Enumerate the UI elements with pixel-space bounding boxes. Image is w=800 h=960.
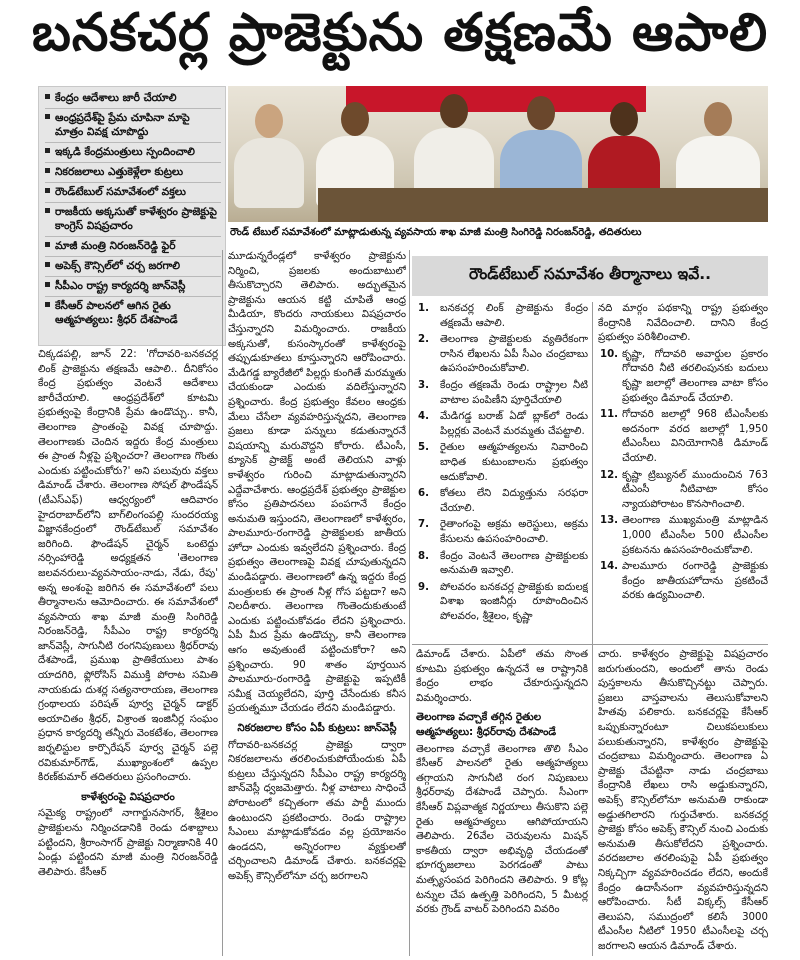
col2-subheading: నికరజలాల కోసం ఏపీ కుట్రలు: జాన్‌వెస్లీ [237, 722, 397, 734]
resolution-text: కృష్ణా, గోదావరి అవార్డుల ప్రకారం గోదావరి నీటి తరలింపునకు బదులు కృష్ణా జలాల్లో తెలంగాణ వాటా కోసం ప్రభుత్వం డిమాండ్ చేయాలి. [622, 348, 768, 404]
resolution-text: తెలంగాణ ముఖ్యమంత్రి మాట్లాడిన 1,000 టీఎంసీల 500 టీఎంసీల ప్రకటనను ఉపసంహరించుకోవాలి. [622, 515, 768, 556]
column-divider-2 [409, 250, 410, 956]
resolution-number: 11. [600, 409, 619, 421]
highlight-text: అపెక్స్ కౌన్సిల్‌లో చర్చ జరగాలి [55, 260, 180, 272]
person-1 [234, 138, 304, 208]
resolutions-column-b [598, 302, 768, 642]
resolution-text: మేడిగడ్డ బరాజ్ ఏడో బ్లాక్‌లో రెండు పిల్లర్లకు వెంటనే మరమ్మతు చేపట్టాలి. [440, 411, 588, 437]
resolution-number: 5. [418, 442, 429, 454]
resolution-text: రైతుల ఆత్మహత్యలను నివారించి బాధిత కుటుంబాలను ప్రభుత్వం ఆదుకోవాలి. [440, 442, 588, 483]
highlight-text: రౌండ్‌టేబుల్ సమావేశంలో వక్తలు [55, 186, 186, 198]
resolution-number: 6. [418, 488, 429, 500]
resolution-item [416, 379, 588, 408]
resolution-number: 4. [418, 411, 429, 423]
col1-paragraph-2: సమైక్య రాష్ట్రంలో నాగార్జునసాగర్, శ్రీశైలం ప్రాజెక్టులను నిర్మించడానికి రెండు దశాబ్దాలు పట్టిందని, శ్రీరాంసాగర్ ప్రాజెక్టు నిర్మాణానికి 40 ఏండ్లు పట్టిందని మాజీ మంత్రి నిరంజన్‌రెడ్డి తెలిపారు. కేసీఆర్ [38, 808, 218, 878]
highlights-box [38, 86, 226, 346]
square-bullet-icon [45, 302, 50, 307]
photo-banner-board [346, 86, 646, 112]
article-column-1 [38, 348, 218, 956]
resolution-text: బనకచర్ల లింక్ ప్రాజెక్టును కేంద్రం తక్షణమే ఆపాలి. [440, 303, 588, 329]
highlight-text: రాజకీయ అక్కసుతో కాళేశ్వరం ప్రాజెక్టుపై కాంగ్రెస్ విషప్రచారం [55, 206, 217, 232]
square-bullet-icon [45, 94, 50, 99]
highlight-item [45, 237, 221, 257]
resolutions-bottom-rule [412, 644, 768, 645]
col1-subheading: కాళేశ్వరంపై విషప్రచారం [81, 790, 175, 803]
resolution-text: గోదావరి జలాల్లో 968 టీఎంసీలకు అదనంగా వరద జలాల్లో 1,950 టీఎంసీలు వినియోగానికి డిమాండ్ చేయాలి. [622, 409, 768, 464]
col3-paragraph-2: తెలంగాణ వచ్చాకే తెలంగాణ తొలి సీఎం కేసీఆర్ పాలనలో రైతు ఆత్మహత్యలు తగ్గాయని సాగునీటి రంగ నిపుణులు శ్రీధర్‌రావు దేశపాండే చెప్పారు. సీఎంగా కేసీఆర్ విప్లవాత్మక నిర్ణయాలు తీసుకొని పల్లె రైతు ఆత్మహత్యలు ఆగిపోయాయని తెలిపారు. 26వేల చెరువులను మిషన్ కాకతీయ ద్వారా అభివృద్ధి చేయడంతో భూగర్భజలాలు పెరగడంతో పాటు మత్స్యసంపద పెరిగిందని తెలిపారు. 9 కోట్ల టన్నుల చేప ఉత్పత్తి పెరిగిందని, 5 మీటర్ల వరకు గ్రౌండ్ వాటర్ పెరిగిందని వివరిం [416, 743, 588, 916]
highlight-item [45, 109, 221, 143]
resolution-item [416, 441, 588, 485]
resolution-item [416, 550, 588, 579]
resolution-text: పోలవరం బనకచర్ల ప్రాజెక్టుకు ఐదులక్ష విశాఖ ఇంజినీర్లు రూపొందించిన పోలవరం, శ్రీశైలం, కృష్ణా [440, 581, 588, 622]
highlight-item [45, 277, 221, 297]
highlight-item [45, 89, 221, 109]
resolution-text: పాలమూరు రంగారెడ్డి ప్రాజెక్టుకు కేంద్రం జాతీయహోదాను ప్రకటించే వరకు ఉద్యమించాలి. [622, 561, 768, 602]
highlight-text: కేంద్రం ఆదేశాలు జారీ చేయాలి [55, 92, 177, 104]
square-bullet-icon [45, 282, 50, 287]
highlight-item [45, 203, 221, 237]
column-divider-1 [222, 250, 223, 956]
resolution-item [598, 514, 768, 558]
resolution-item [416, 333, 588, 377]
resolution-number: 14. [600, 561, 619, 573]
col2-paragraph-2: గోదావరి-బనకచర్ల ప్రాజెక్టు ద్వారా నికరజలాలను తరలించుకుపోయేందుకు ఏపీ కుట్రలు చేస్తున్నదని సీపీఎం రాష్ట్ర కార్యదర్శి జాన్‌వెస్లీ ధ్వజమెత్తారు. నీళ్ల వాటాలు సాధించే పోరాటంలో కచ్చితంగా తమ పార్టీ ముందు ఉంటుందని ప్రకటించారు. రెండు రాష్ట్రాల సీఎంలు మాట్లాడుకోవడం వల్ల ప్రయోజనం ఉండదని, అన్నిరంగాల వ్యక్తులతో చర్చించాలని డిమాండ్ చేశారు. బనకచర్లపై అపెక్స్ కౌన్సిల్‌లోనూ చర్చ జరగాలని [228, 739, 406, 882]
article-column-4 [598, 648, 768, 956]
resolution-number: 3. [418, 379, 429, 391]
article-column-3 [416, 648, 588, 956]
square-bullet-icon [45, 168, 50, 173]
resolution-text: కేంద్రం తక్షణమే రెండు రాష్ట్రాల నీటి వాటాల పంపిణీని పూర్తిచేయాలి [440, 379, 588, 406]
square-bullet-icon [45, 114, 50, 119]
square-bullet-icon [45, 242, 50, 247]
col3-subheading: తెలంగాణ వచ్చాకే తగ్గిన రైతుల ఆత్మహత్యలు: శ్రీధర్‌రావు దేశపాండే [416, 711, 557, 738]
headline: బనకచర్ల ప్రాజెక్టును తక్షణమే ఆపాలి [31, 2, 769, 63]
col2-paragraph-1: మూడున్నరేండ్లలో కాళేశ్వరం ప్రాజెక్టును నిర్మించి, ప్రజలకు అందుబాటులో తీసుకొచ్చారని తెలిపారు. అద్భుతమైన ప్రాజెక్టును ఆయన కట్టి చూపితే ఆంధ్ర మీడియా, కొందరు నాయకులు విషప్రచారం చేస్తున్నారని విమర్శించారు. రాజకీయ అక్కసుతో, కుసంస్కారంతో కాళేశ్వరంపై తప్పుడుకూతలు కూస్తున్నారని ఆరోపించారు. మేడిగడ్డ బ్యారేజీలో పిల్లర్లు కుంగితే మరమ్మతు చేయకుండా ఎందుకు వదిలేస్తున్నారని ప్రశ్నించారు. కేంద్ర ప్రభుత్వం కేవలం ఆంధ్రకు మేలు చేసేలా వ్యవహరిస్తున్నదని, తెలంగాణ ప్రజలు కూడా పన్నులు కడుతున్నారనే విషయాన్ని మరువొద్దని కోరారు. టీఎంసీ, క్యూసెక్ ప్రాజెక్ట్ అంటే తెలియని వాళ్లు కాళేశ్వరం గురించి మాట్లాడుతున్నారని ఎద్దేవాచేశారు. ఆంధ్రప్రదేశ్ ప్రభుత్వం ప్రాజెక్టుల కోసం ప్రతిపాదనలు పంపగానే కేంద్రం అనుమతి ఇస్తుందని, తెలంగాణలో కాళేశ్వరం, పాలమూరు-రంగారెడ్డి ప్రాజెక్టులకు జాతీయ హోదా ఎందుకు ఇవ్వలేదని ప్రశ్నించారు. కేంద్ర ప్రభుత్వం తెలంగాణపై వివక్ష చూపుతున్నదని మండిపడ్డారు. తెలంగాణలో ఉన్న ఇద్దరు కేంద్ర మంత్రులకు ఈ ప్రాంత నీళ్ల గోస పట్టదా? అని నిలదీశారు. తెలంగాణ గొంతెందుకుతుంటే ఎందుకు పట్టించుకోవడం లేదని ప్రశ్నించారు. ఏపీ మీద ప్రేమ ఉండొచ్చు, కానీ తెలంగాణ ఆగం అవుతుంటే పట్టించుకోరా? అని ప్రశ్నించారు. 90 శాతం పూర్తయిన పాలమూరు-రంగారెడ్డి ప్రాజెక్టుపై ఇప్పటికీ సమీక్ష చెయ్యలేదని, పూర్తి చేసేందుకు కనీస ప్రయత్నమూ చేయడం లేదని మండిపడ్డారు. [228, 251, 406, 715]
meeting-table [318, 188, 768, 222]
resolution-text: తెలంగాణ ప్రాజెక్టులకు వ్యతిరేకంగా రాసిన లేఖలను ఏపీ సీఎం చంద్రబాబు ఉపసంహరించుకోవాలి. [440, 334, 588, 375]
resolution-number: 8. [418, 550, 429, 562]
square-bullet-icon [45, 188, 50, 193]
square-bullet-icon [45, 262, 50, 267]
resolution-item [598, 469, 768, 513]
resolution-item [598, 560, 768, 604]
resolution-item [416, 302, 588, 331]
resolution-text: కోతలు లేని విద్యుత్తును సరఫరా చేయాలి. [440, 488, 588, 514]
resolution-number: 2. [418, 334, 429, 346]
resolutions-banner: రౌండ్‌టేబుల్ సమావేశం తీర్మానాలు ఇవే.. [412, 256, 768, 296]
highlight-text: ఇక్కడి కేంద్రమంత్రులు స్పందించాలి [55, 146, 195, 158]
resolutions-list-a [416, 302, 588, 624]
square-bullet-icon [45, 208, 50, 213]
highlight-text: మాజీ మంత్రి నిరంజన్‌రెడ్డి ఫైర్ [55, 240, 176, 252]
resolution-item [416, 581, 588, 625]
col1-paragraph-1: చిక్కడపల్లి, జూన్ 22: 'గోదావరి-బనకచర్ల లింక్ ప్రాజెక్టును తక్షణమే ఆపాలి.. దీనికోసం కేంద్ర ప్రభుత్వం వెంటనే ఆదేశాలు జారీచేయాలి. ఆంధ్రప్రదేశ్‌లో కూటమి ప్రభుత్వంపై కేంద్రానికి ప్రేమ ఉండొచ్చు.. కానీ, తెలంగాణ ప్రాంతంపై వివక్ష చూపొద్దు. తెలంగాణకు చెందిన ఇద్దరు కేంద్ర మంత్రులు ఈ ప్రాంత నీళ్లపై ప్రశ్నించరా? తెలంగాణ గొంతు ఎందుకు పట్టించుకోరు?' అని పలువురు వక్తలు డిమాండ్ చేశారు. తెలంగాణ సోషల్ ఫౌండేషన్ (టీఎస్‌ఎఫ్) ఆధ్వర్యంలో ఆదివారం హైదరాబాద్‌లోని బాగ్‌లింగంపల్లి సుందరయ్య విజ్ఞానకేంద్రంలో రౌండ్‌టేబుల్ సమావేశం జరిగింది. ఫౌండేషన్ చైర్మన్ ఒంటెద్దు నర్సింహారెడ్డి అధ్యక్షతన 'తెలంగాణ జలవనరులు-వ్యవసాయం-నాడు, నేడు, రేపు' అన్న అంశంపై జరిగిన ఈ సమావేశంలో పలు తీర్మానాలను ఆమోదించారు. ఈ సమావేశంలో వ్యవసాయ శాఖ మాజీ మంత్రి సింగిరెడ్డి నిరంజన్‌రెడ్డి, సీపీఎం రాష్ట్ర కార్యదర్శి జాన్‌వెస్లీ, సాగునీటి రంగనిపుణులు శ్రీధర్‌రావు దేశపాండే, ప్రముఖ ప్రాతికేయులు పాశం యాదగిరి, ఫ్లోరోసిస్ విముక్తి పోరాట సమితి నాయకుడు దుశర్ల సత్యనారాయణ, తెలంగాణ గ్రంథాలయ పరిషత్ పూర్వ చైర్మన్ డాక్టర్ అయాచితం శ్రీధర్, విశ్రాంత ఇంజినీర్ల సంఘం ప్రధాన కార్యదర్శి తన్నీరు వెంకటేశం, తెలంగాణ జర్నలిస్టుల కార్పొరేషన్ పూర్వ చైర్మన్ పల్లె రవికుమార్‌గౌడ్, ముఖ్యాంశంలో ఉప్పల కిరణ్‌కుమార్ తదితరులు ప్రసంగించారు. [38, 349, 218, 784]
resolution-item [598, 348, 768, 406]
highlight-item [45, 163, 221, 183]
resolutions-column-a [416, 302, 588, 642]
resolution-item [598, 408, 768, 466]
resolution-number: 10. [600, 348, 619, 360]
resolution-number: 13. [600, 515, 619, 527]
resolution-item [416, 410, 588, 439]
resolution-number: 12. [600, 469, 619, 481]
resolution-text: కేంద్రం వెంటనే తెలంగాణ ప్రాజెక్టులకు అనుమతి ఇవ్వాలి. [440, 550, 588, 577]
highlight-item [45, 297, 221, 330]
resolution-number: 1. [418, 303, 429, 314]
resolution-text: రైతాంగంపై అక్రమ అరెస్టులు, అక్రమ కేసులను ఉపసంహరించాలి. [440, 519, 588, 545]
resolutions-list-b [598, 348, 768, 604]
highlights-list [39, 87, 225, 330]
highlight-item [45, 143, 221, 163]
resolution-9-continued: నది మార్గం పథకాన్ని రాష్ట్ర ప్రభుత్వం కేంద్రానికి నివేదించాలి. దానిని కేంద్ర ప్రభుత్వం పరిశీలించాలి. [598, 303, 768, 344]
highlight-text: సీపీఎం రాష్ట్ర కార్యదర్శి జాన్‌వెస్లీ [55, 280, 186, 292]
meeting-photo [228, 86, 768, 222]
column-divider-3 [592, 302, 593, 956]
article-column-2 [228, 250, 406, 956]
highlight-item [45, 257, 221, 277]
resolution-number: 7. [418, 519, 429, 531]
resolution-number: 9. [418, 581, 429, 593]
highlight-text: ఆంధ్రప్రదేశ్‌పై ప్రేమ చూపినా మాపై మాత్రం వివక్ష చూపొద్దు [55, 112, 190, 138]
photo-caption: రౌండ్ టేబుల్ సమావేశంలో మాట్లాడుతున్న వ్యవసాయ శాఖ మాజీ మంత్రి సింగిరెడ్డి నిరంజన్‌రెడ్డి, తదితరులు [230, 227, 642, 238]
resolution-text: కృష్ణా ట్రిబ్యునల్ ముందుంచిన 763 టీఎంసీ నీటివాటా కోసం న్యాయపోరాటం కొనసాగించాలి. [622, 469, 768, 510]
col4-paragraph-1: చారు. కాళేశ్వరం ప్రాజెక్టుపై విషప్రచారం జరుగుతుందని, అందులో తాను రెండు పుస్తకాలను తీసుకొచ్చినట్టు చెప్పారు. ప్రజలు వాస్తవాలను తెలుసుకోవాలని హితవు పలికారు. బనకచర్లపై కేసీఆర్ ఒప్పుకున్నారంటూ చిలుకపలుకులు పలుకుతున్నారని, కాళేశ్వరం ప్రాజెక్టుపై చంద్రబాబు విమర్శించారు. తెలంగాణ ఏ ప్రాజెక్టు చేపట్టినా నాడు చంద్రబాబు కేంద్రానికి లేఖలు రాసి అడ్డుకున్నారని, అపెక్స్ కౌన్సిల్‌లోనూ అనుమతి రాకుండా అడ్డుతగిలారని గుర్తుచేశారు. బనకచర్ల ప్రాజెక్టు కోసం అపెక్స్ కౌన్సిల్ నుంచి ఎందుకు అనుమతి తీసుకోలేదని ప్రశ్నించారు. వరదజలాల తరలింపుపై ఏపీ ప్రభుత్వం నిక్కచ్చిగా వ్యవహరించడం లేదని, అందుకే కేంద్రం ఉదాసీనంగా వ్యవహరిస్తున్నదని ఆరోపించారు. సీటీ విక్కల్స్ కేసీఆర్ తెలుపని, సముద్రంలో కలిసే 3000 టీఎంసీల నీటిలో 1950 టీఎంసీలపై చర్చ జరగాలని ఆయన డిమాండ్ చేశారు. [598, 649, 768, 952]
square-bullet-icon [45, 148, 50, 153]
col3-paragraph-1: డిమాండ్ చేశారు. ఏపీలో తమ సొంత కూటమి ప్రభుత్వం ఉన్నదనే ఆ రాష్ట్రానికి కేంద్రం లాభం చేకూరుస్తున్నదని విమర్శించారు. [416, 649, 588, 704]
highlight-text: కేసీఆర్ పాలనలో ఆగిన రైతు ఆత్మహత్యలు: శ్రీధర్ దేశపాండే [55, 300, 178, 326]
highlight-text: నికరజలాలు ఎత్తుకెళ్లేలా కుట్రలు [55, 166, 184, 178]
resolution-item [416, 487, 588, 516]
resolution-item [416, 518, 588, 547]
highlight-item [45, 183, 221, 203]
